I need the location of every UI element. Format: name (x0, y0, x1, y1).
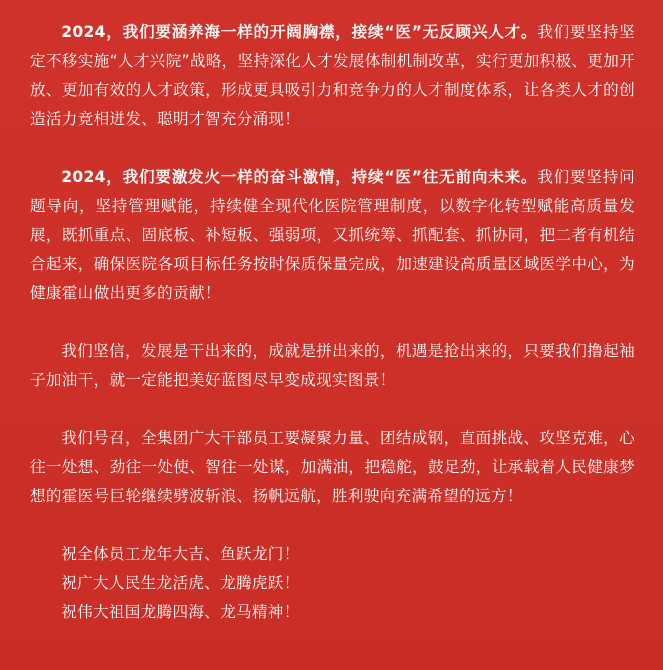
wish-line: 祝伟大祖国龙腾四海、龙马精神！ (61, 603, 300, 621)
paragraph-call (30, 424, 635, 511)
paragraph-management (30, 163, 635, 308)
paragraph-lead: 2024，我们要涵养海一样的开阔胸襟，接续“医”无反顾兴人才。 (61, 23, 538, 41)
paragraph-talent (30, 18, 635, 134)
paragraph-text: 我们坚信，发展是干出来的，成就是拼出来的，机遇是抢出来的，只要我们撸起袖子加油干，就一定能把美好蓝图尽早变成现实图景！ (30, 342, 635, 389)
wish-line: 祝全体员工龙年大吉、鱼跃龙门！ (61, 545, 300, 563)
new-year-wishes (30, 540, 635, 627)
wish-line: 祝广大人民生龙活虎、龙腾虎跃！ (61, 574, 300, 592)
paragraph-text: 我们号召，全集团广大干部员工要凝聚力量、团结成钢，直面挑战、攻坚克难，心往一处想、劲往一处使、智往一处谋，加满油，把稳舵，鼓足劲，让承载着人民健康梦想的霍医号巨轮继续劈波斩浪、扬帆远航，胜利驶向充满希望的远方！ (30, 429, 635, 505)
paragraph-belief (30, 337, 635, 395)
paragraph-lead: 2024，我们要激发火一样的奋斗激情，持续“医”往无前向未来。 (61, 168, 538, 186)
paragraph-text: 我们要坚持问题导向，坚持管理赋能，持续健全现代化医院管理制度，以数字化转型赋能高质量发展，既抓重点、固底板、补短板、强弱项，又抓统筹、抓配套、抓协同，把二者有机结合起来，确保医院各项目标任务按时保质保量完成，加速建设高质量区域医学中心，为健康霍山做出更多的贡献！ (30, 168, 635, 302)
paragraph-text: 我们要坚持坚定不移实施“人才兴院”战略，坚持深化人才发展体制机制改革，实行更加积极、更加开放、更加有效的人才政策，形成更具吸引力和竞争力的人才制度体系，让各类人才的创造活力竞相迸发、聪明才智充分涌现！ (30, 23, 635, 128)
